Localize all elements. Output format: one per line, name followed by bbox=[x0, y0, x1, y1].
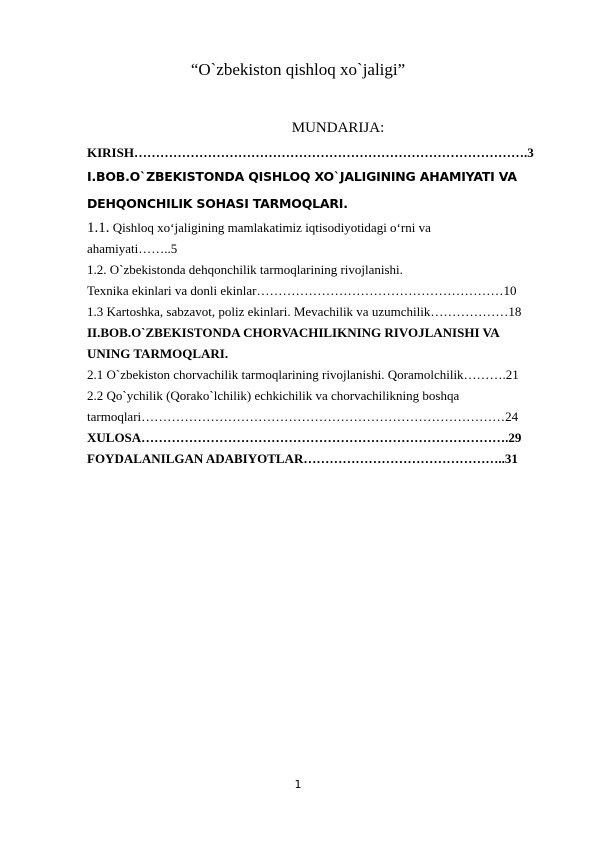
toc-entry-1-2-cont: Texnika ekinlari va donli ekinlar…………………………………………………10 bbox=[87, 283, 517, 298]
toc-entry-1-3: 1.3 Kartoshka, sabzavot, poliz ekinlari. Mevachilik va uzumchilik………………18 bbox=[87, 304, 522, 319]
toc-entry-1-1-cont: ahamiyati……..5 bbox=[87, 241, 178, 256]
toc-chapter-1-line-1: I.BOB.O`ZBEKISTONDA QISHLOQ XO`JALIGINING AHAMIYATI VA bbox=[87, 169, 517, 184]
toc-entry-2-1: 2.1 O`zbekiston chorvachilik tarmoqlarining rivojlanishi. Qoramolchilik……….21 bbox=[87, 367, 519, 382]
document-title: “O`zbekiston qishloq xo`jaligi” bbox=[190, 60, 406, 79]
toc-entry-1-2: 1.2. O`zbekistonda dehqonchilik tarmoqlarining rivojlanishi. bbox=[87, 262, 403, 277]
toc-entry-1-1 bbox=[87, 217, 553, 238]
toc-entry-kirish: KIRISH……………………………………………………………………………….3 bbox=[87, 145, 534, 160]
toc-entry-references: FOYDALANILGAN ADABIYOTLAR………………………………………..31 bbox=[87, 451, 518, 466]
toc-heading: MUNDARIJA: bbox=[291, 120, 385, 136]
toc-chapter-1-line-2: DEHQONCHILIK SOHASI TARMOQLARI. bbox=[87, 196, 348, 211]
toc-entry-xulosa: XULOSA………………………………………………………………………….29 bbox=[87, 430, 522, 445]
toc-chapter-2-line-2: UNING TARMOQLARI. bbox=[87, 346, 229, 361]
section-number: 1.1. bbox=[87, 220, 110, 236]
toc-entry-2-2: 2.2 Qo`ychilik (Qorako`lchilik) echkichilik va chorvachilikning boshqa bbox=[87, 388, 460, 403]
toc-entry-2-2-cont: tarmoqlari…………………………………………………………………………24 bbox=[87, 409, 519, 424]
page-number: 1 bbox=[294, 778, 302, 791]
toc-chapter-2-line-1: II.BOB.O`ZBEKISTONDA CHORVACHILIKNING RIVOJLANISHI VA bbox=[87, 325, 500, 340]
table-of-contents bbox=[87, 142, 553, 469]
toc-entry-1-1-text: Qishloq xo‘jaligining mamlakatimiz iqtisodiyotidagi o‘rni va bbox=[112, 220, 431, 235]
